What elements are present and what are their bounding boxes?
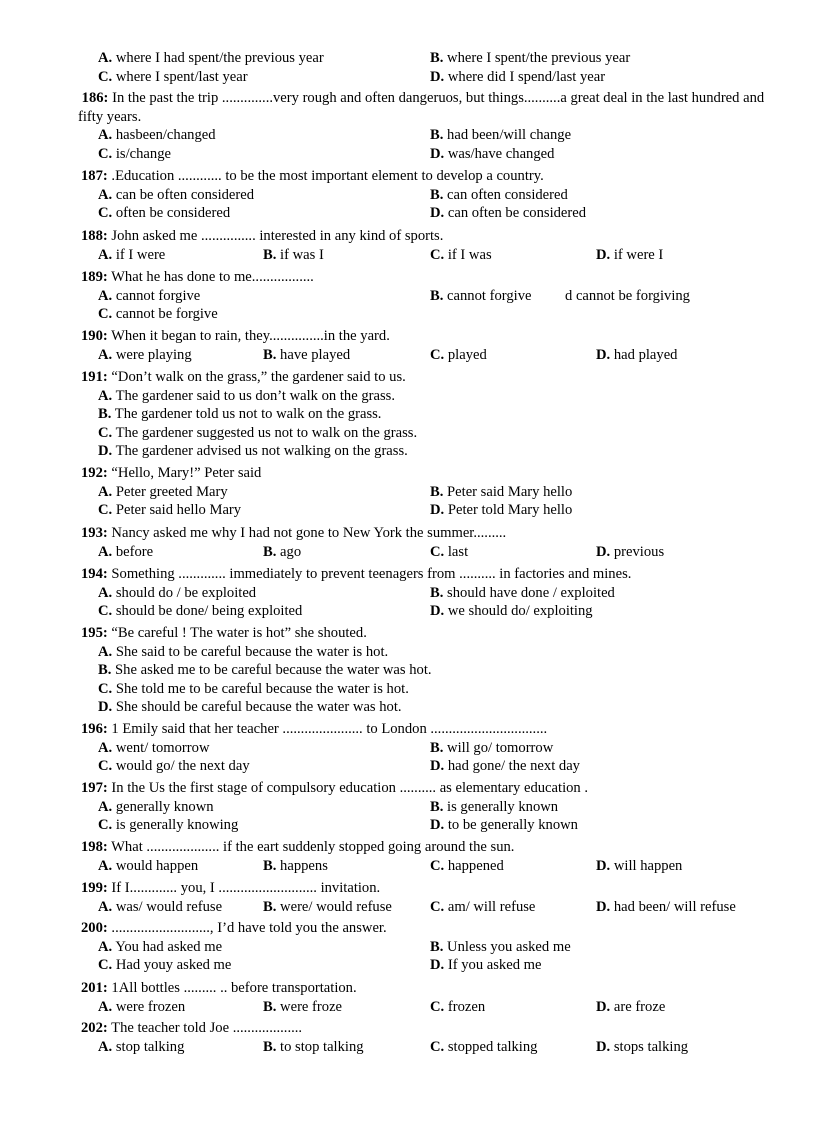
option-d: D. had played (596, 346, 678, 363)
question-number: 190: (81, 328, 108, 344)
question-block (81, 979, 781, 1016)
question-block (81, 1019, 781, 1056)
question-block (81, 167, 781, 223)
option-a: A. generally known (98, 798, 214, 815)
question-stem: 192: “Hello, Mary!” Peter said (81, 465, 262, 481)
option-c: C. should be done/ being exploited (98, 603, 303, 620)
option-c: C. if I was (430, 246, 492, 263)
question-number: 196: (81, 721, 108, 737)
option-b: B. had been/will change (430, 127, 572, 144)
option-a: A. cannot forgive (98, 287, 201, 304)
option-c: C. last (430, 543, 469, 560)
option-b: B. cannot forgive (430, 287, 532, 304)
option-b: B. is generally known (430, 798, 559, 815)
option-c: C. often be considered (98, 205, 231, 222)
question-block (81, 368, 781, 461)
option-d: D. If you asked me (430, 957, 542, 974)
option-b: B. The gardener told us not to walk on the grass. (98, 406, 382, 423)
option-c: C. would go/ the next day (98, 758, 250, 775)
option-d: D. can often be considered (430, 205, 587, 222)
question-number: 201: (81, 980, 108, 996)
option-c: C. where I spent/last year (98, 68, 248, 85)
option-a: A. where I had spent/the previous year (98, 50, 324, 66)
option-d: D. She should be careful because the water was hot. (98, 699, 402, 716)
option-a: A. can be often considered (98, 186, 255, 203)
option-d: D. stops talking (596, 1038, 689, 1055)
question-stem: 201: 1All bottles ......... .. before transportation. (81, 980, 357, 996)
question-number: 199: (81, 880, 108, 896)
option-d: D. previous (596, 543, 665, 560)
option-c: C. The gardener suggested us not to walk on the grass. (98, 424, 418, 441)
question-block (81, 565, 781, 621)
question-stem: 186: In the past the trip ..............very rough and often dangeruos, but things..........a great deal in the last hundred and fifty years. (78, 90, 765, 125)
option-c: C. Had youy asked me (98, 957, 232, 974)
question-stem: 188: John asked me ............... interested in any kind of sports. (81, 228, 444, 244)
question-stem: 196: 1 Emily said that her teacher ...................... to London ................................ (81, 721, 548, 737)
question-stem: 189: What he has done to me................. (81, 269, 314, 285)
option-b: B. will go/ tomorrow (430, 739, 554, 756)
question-number: 186: (81, 90, 109, 106)
question-number: 189: (81, 269, 108, 285)
question-block (81, 49, 781, 86)
option-b: B. She asked me to be careful because the water was hot. (98, 662, 432, 679)
option-b: B. have played (263, 346, 351, 363)
option-d: D. to be generally known (430, 817, 578, 834)
option-b: B. ago (263, 543, 302, 560)
option-c: C. Peter said hello Mary (98, 502, 242, 519)
question-stem: 187: .Education ............ to be the most important element to develop a country. (81, 168, 544, 184)
question-stem: 194: Something ............. immediately to prevent teenagers from .......... in factories and mines. (81, 566, 632, 582)
option-b: B. where I spent/the previous year (430, 50, 631, 66)
question-block (81, 227, 781, 264)
option-d: D. we should do/ exploiting (430, 603, 593, 620)
question-number: 191: (81, 369, 108, 385)
option-d: D. was/have changed (430, 145, 555, 162)
option-b: B. were froze (263, 998, 343, 1015)
option-a: A. were playing (98, 346, 192, 363)
question-block (81, 919, 781, 975)
question-stem: 202: The teacher told Joe ................... (81, 1020, 303, 1036)
option-a: A. should do / be exploited (98, 584, 257, 601)
question-stem: 190: When it began to rain, they...............in the yard. (81, 328, 390, 344)
question-number: 194: (81, 566, 108, 582)
option-a: A. The gardener said to us don’t walk on the grass. (98, 387, 395, 404)
question-number: 202: (81, 1020, 108, 1036)
option-a: A. before (98, 543, 154, 560)
option-a: A. She said to be careful because the water is hot. (98, 643, 389, 660)
option-d-fragment: d cannot be forgiving (565, 287, 690, 304)
question-block (81, 524, 781, 561)
option-c: C. happened (430, 857, 504, 874)
question-stem: 199: If I............. you, I ........................... invitation. (81, 880, 381, 896)
question-number: 193: (81, 525, 108, 541)
option-a: A. was/ would refuse (98, 898, 223, 915)
option-d: D. The gardener advised us not walking on the grass. (98, 443, 408, 460)
option-c: C. played (430, 346, 487, 363)
option-b: B. were/ would refuse (263, 898, 392, 915)
option-d: D. will happen (596, 857, 683, 874)
question-number: 187: (81, 168, 108, 184)
option-b: B. should have done / exploited (430, 584, 615, 601)
option-b: B. happens (263, 857, 328, 874)
question-block (81, 464, 781, 520)
option-d: D. are froze (596, 998, 666, 1015)
option-c: C. frozen (430, 998, 486, 1015)
option-b: B. if was I (263, 246, 324, 263)
option-d: D. had been/ will refuse (596, 898, 736, 915)
option-a: A. were frozen (98, 998, 186, 1015)
question-number: 195: (81, 625, 108, 641)
question-stem: 197: In the Us the first stage of compulsory education .......... as elementary education . (81, 780, 589, 796)
question-number: 188: (81, 228, 108, 244)
option-a: A. stop talking (98, 1038, 185, 1055)
option-c: C. is generally knowing (98, 817, 239, 834)
question-stem: 200: ..........................., I’d have told you the answer. (81, 920, 387, 936)
question-number: 198: (81, 839, 108, 855)
question-block (81, 879, 781, 916)
question-block (78, 89, 780, 163)
option-a: A. hasbeen/changed (98, 127, 216, 144)
question-block (81, 779, 781, 835)
option-b: B. Unless you asked me (430, 938, 571, 955)
option-d: D. Peter told Mary hello (430, 502, 573, 519)
option-a: A. You had asked me (98, 938, 223, 955)
option-c: C. cannot be forgive (98, 306, 218, 323)
option-c: C. am/ will refuse (430, 898, 536, 915)
option-c: C. is/change (98, 145, 171, 162)
option-a: A. went/ tomorrow (98, 739, 210, 756)
question-stem: 198: What .................... if the eart suddenly stopped going around the sun. (81, 839, 515, 855)
question-stem: 195: “Be careful ! The water is hot” she shouted. (81, 625, 367, 641)
question-number: 192: (81, 465, 108, 481)
option-a: A. would happen (98, 857, 199, 874)
option-d: D. had gone/ the next day (430, 758, 580, 775)
question-block (81, 624, 781, 717)
question-stem: 191: “Don’t walk on the grass,” the gardener said to us. (81, 369, 406, 385)
option-c: C. She told me to be careful because the water is hot. (98, 680, 409, 697)
question-block (81, 327, 781, 364)
question-number: 197: (81, 780, 108, 796)
option-a: A. if I were (98, 246, 166, 263)
option-b: B. can often considered (430, 186, 568, 203)
option-b: B. Peter said Mary hello (430, 483, 573, 500)
option-d: D. where did I spend/last year (430, 68, 606, 85)
question-block (81, 720, 781, 776)
question-stem: 193: Nancy asked me why I had not gone to New York the summer......... (81, 525, 507, 541)
option-c: C. stopped talking (430, 1038, 538, 1055)
question-block (81, 838, 781, 875)
option-d: D. if were I (596, 246, 664, 263)
question-number: 200: (81, 920, 108, 936)
question-block (81, 268, 781, 324)
option-b: B. to stop talking (263, 1038, 364, 1055)
option-a: A. Peter greeted Mary (98, 483, 228, 500)
